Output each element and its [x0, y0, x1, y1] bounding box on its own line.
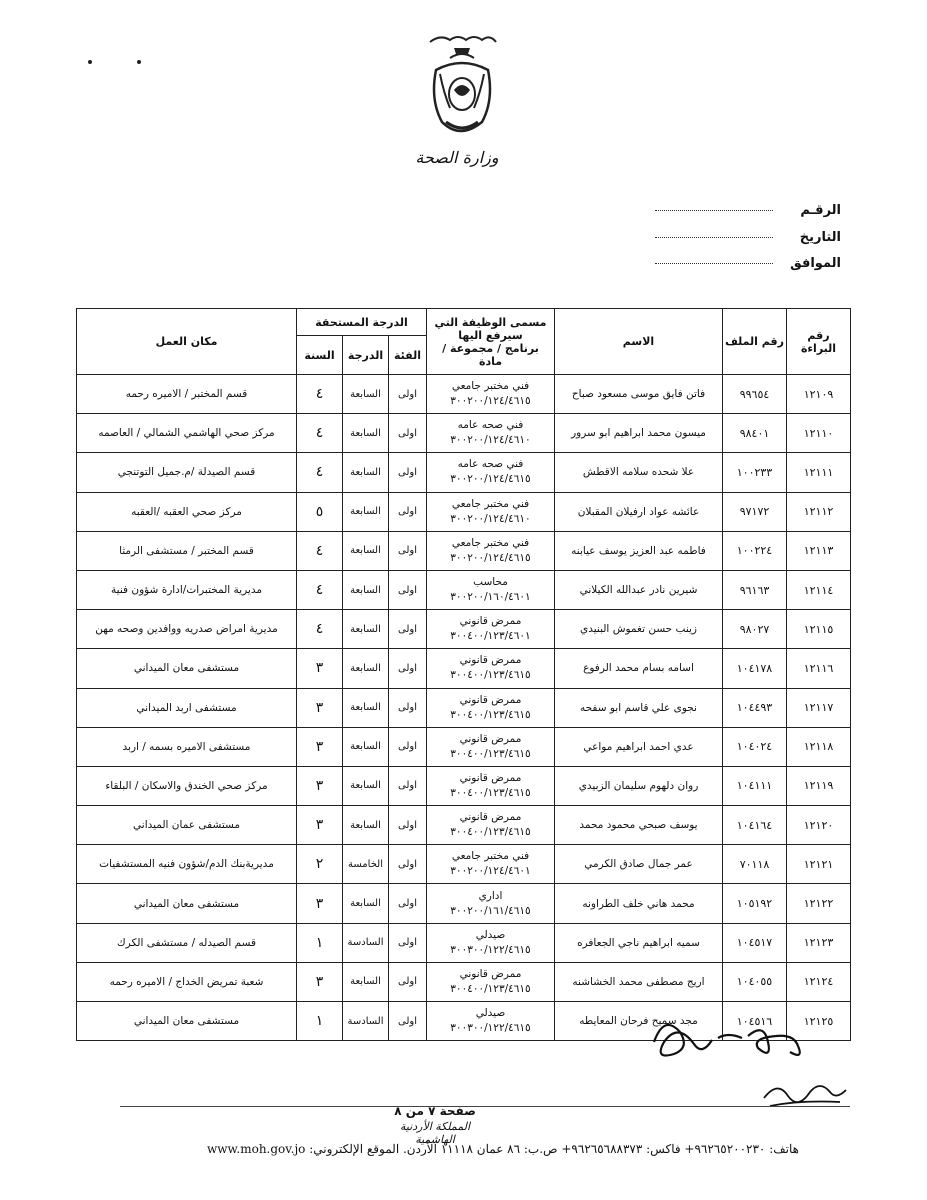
table-row	[77, 845, 851, 884]
cell-job-title: ممرض قانوني	[459, 654, 522, 667]
cell-job-code: ٣٠٠٤٠٠/١٢٣/٤٦٠١	[450, 630, 531, 643]
col-header-grade: الدرجة	[343, 336, 389, 375]
cell-serial: ١٢١٠٩	[787, 375, 851, 414]
signature-mark	[648, 1012, 818, 1062]
cell-job	[427, 649, 555, 688]
ref-field	[561, 203, 841, 218]
cell-name: فاطمه عبد العزيز يوسف عيابنه	[555, 531, 723, 570]
cell-year: ١	[297, 923, 343, 962]
date-line	[655, 237, 773, 238]
cell-grade: السابعة	[343, 375, 389, 414]
cell-serial: ١٢١٢٣	[787, 923, 851, 962]
cell-name: ميسون محمد ابراهيم ابو سرور	[555, 414, 723, 453]
cell-category: اولى	[389, 375, 427, 414]
cell-year: ٤	[297, 531, 343, 570]
cell-job-title: ممرض قانوني	[459, 615, 522, 628]
cell-category: اولى	[389, 688, 427, 727]
cell-year: ٤	[297, 570, 343, 609]
cell-file-number: ٩٧١٧٢	[723, 492, 787, 531]
cell-category: اولى	[389, 1002, 427, 1041]
initials-mark	[760, 1078, 850, 1114]
cell-serial: ١٢١١٦	[787, 649, 851, 688]
cell-job-code: ٣٠٠٤٠٠/١٢٣/٤٦١٥	[450, 826, 531, 839]
cell-grade: السابعة	[343, 492, 389, 531]
cell-year: ٣	[297, 727, 343, 766]
table-row	[77, 453, 851, 492]
cell-job-code: ٣٠٠٤٠٠/١٢٣/٤٦١٥	[450, 982, 531, 995]
col-header-workplace: مكان العمل	[77, 309, 297, 375]
cell-workplace: مستشفى معان الميداني	[77, 884, 297, 923]
cell-workplace: قسم المختبر / مستشفى الرمثا	[77, 531, 297, 570]
cell-name: شيرين نادر عبدالله الكيلاني	[555, 570, 723, 609]
cell-serial: ١٢١٢٢	[787, 884, 851, 923]
cell-grade: السابعة	[343, 453, 389, 492]
cell-name: عدي احمد ابراهيم مواعي	[555, 727, 723, 766]
cell-grade: السابعة	[343, 962, 389, 1001]
cell-category: اولى	[389, 531, 427, 570]
cell-file-number: ١٠٤١٦٤	[723, 806, 787, 845]
cell-year: ٤	[297, 453, 343, 492]
table-header-row	[77, 309, 851, 336]
cell-name: علا شحده سلامه الاقطش	[555, 453, 723, 492]
cell-job-code: ٣٠٠٣٠٠/١٢٢/٤٦١٥	[450, 943, 531, 956]
cell-job-code: ٣٠٠٢٠٠/١٦١/٤٦١٥	[450, 904, 531, 917]
cell-job-title: صيدلي	[475, 928, 506, 941]
cell-serial: ١٢١٢١	[787, 845, 851, 884]
cell-workplace: شعبة تمريض الخداج / الاميره رحمه	[77, 962, 297, 1001]
cell-job-code: ٣٠٠٤٠٠/١٢٣/٤٦١٥	[450, 708, 531, 721]
cell-grade: السابعة	[343, 727, 389, 766]
col-header-year: السنة	[297, 336, 343, 375]
table-row	[77, 570, 851, 609]
cell-workplace: قسم الصيدلة /م.جميل التوتنجي	[77, 453, 297, 492]
col-header-job-program: برنامج / مجموعة / مادة	[442, 341, 539, 368]
cell-job-title: فني صحه عامه	[457, 419, 524, 432]
cell-job-title: صيدلي	[475, 1007, 506, 1020]
corresponding-line	[655, 263, 773, 264]
cell-grade: السابعة	[343, 806, 389, 845]
cell-year: ٣	[297, 766, 343, 805]
cell-job	[427, 688, 555, 727]
cell-job-title: فني مختبر جامعي	[451, 536, 530, 549]
cell-serial: ١٢١١٩	[787, 766, 851, 805]
table-row	[77, 649, 851, 688]
corresponding-label: الموافق	[790, 256, 841, 271]
cell-job	[427, 610, 555, 649]
cell-year: ٥	[297, 492, 343, 531]
cell-file-number: ١٠٤١١١	[723, 766, 787, 805]
cell-name: روان دلهوم سليمان الزبيدي	[555, 766, 723, 805]
cell-file-number: ٩٨٤٠١	[723, 414, 787, 453]
cell-job	[427, 962, 555, 1001]
cell-grade: الخامسة	[343, 845, 389, 884]
cell-year: ٣	[297, 962, 343, 1001]
cell-year: ١	[297, 1002, 343, 1041]
cell-job-title: ممرض قانوني	[459, 967, 522, 980]
cell-year: ٣	[297, 649, 343, 688]
cell-serial: ١٢١١٤	[787, 570, 851, 609]
table-row	[77, 962, 851, 1001]
cell-category: اولى	[389, 766, 427, 805]
contact-line: هاتف: ٩٦٢٦٥٢٠٠٢٣٠+ فاكس: ٩٦٢٦٥٦٨٨٣٧٣+ ص.ب: ٨٦ عمان ١١١١٨ الأردن. الموقع الإلكتروني: www.moh.gov.jo	[207, 1142, 799, 1156]
cell-grade: السابعة	[343, 531, 389, 570]
cell-category: اولى	[389, 923, 427, 962]
cell-job	[427, 492, 555, 531]
date-label: التاريخ	[799, 230, 841, 245]
cell-job-code: ٣٠٠٤٠٠/١٢٣/٤٦١٥	[450, 747, 531, 760]
cell-name: زينب حسن تغموش البنيدي	[555, 610, 723, 649]
corresponding-date-field	[561, 256, 841, 271]
table-row	[77, 806, 851, 845]
cell-job	[427, 1002, 555, 1041]
date-field	[561, 230, 841, 245]
cell-grade: السادسة	[343, 1002, 389, 1041]
col-header-grade-group: الدرجة المستحقة	[297, 309, 427, 336]
cell-serial: ١٢١١٧	[787, 688, 851, 727]
cell-job-code: ٣٠٠٢٠٠/١٢٤/٤٦١٥	[450, 395, 531, 408]
cell-category: اولى	[389, 884, 427, 923]
cell-grade: السابعة	[343, 610, 389, 649]
cell-serial: ١٢١١٢	[787, 492, 851, 531]
cell-year: ٣	[297, 688, 343, 727]
cell-serial: ١٢١١٥	[787, 610, 851, 649]
table-row	[77, 492, 851, 531]
table-row	[77, 610, 851, 649]
cell-workplace: قسم المختبر / الاميره رحمه	[77, 375, 297, 414]
cell-serial: ١٢١١٠	[787, 414, 851, 453]
scan-speck	[88, 60, 92, 64]
cell-grade: السابعة	[343, 649, 389, 688]
cell-file-number: ٩٦١٦٣	[723, 570, 787, 609]
cell-serial: ١٢١٢٤	[787, 962, 851, 1001]
cell-category: اولى	[389, 492, 427, 531]
cell-workplace: مركز صحي العقبه /العقبه	[77, 492, 297, 531]
kingdom-name: المملكة الأردنية الهاشمية	[399, 1120, 471, 1146]
cell-category: اولى	[389, 727, 427, 766]
table-row	[77, 531, 851, 570]
cell-serial: ١٢١٢٥	[787, 1002, 851, 1041]
table-row	[77, 375, 851, 414]
cell-serial: ١٢١٢٠	[787, 806, 851, 845]
col-header-serial: رقم البراءة	[787, 309, 851, 375]
cell-year: ٣	[297, 806, 343, 845]
cell-job	[427, 727, 555, 766]
cell-job-title: ممرض قانوني	[459, 771, 522, 784]
cell-job-code: ٣٠٠٤٠٠/١٢٣/٤٦١٥	[450, 669, 531, 682]
cell-file-number: ١٠٤٤٩٣	[723, 688, 787, 727]
cell-file-number: ١٠٠٢٢٤	[723, 531, 787, 570]
cell-grade: السابعة	[343, 766, 389, 805]
cell-job	[427, 570, 555, 609]
cell-category: اولى	[389, 649, 427, 688]
cell-file-number: ١٠٠٢٣٣	[723, 453, 787, 492]
cell-job-title: محاسب	[473, 576, 508, 589]
ref-label: الرقـم	[800, 203, 841, 218]
cell-name: سميه ابراهيم ناجي الجعافره	[555, 923, 723, 962]
col-header-name: الاسم	[555, 309, 723, 375]
cell-year: ٣	[297, 884, 343, 923]
col-header-job-title: مسمى الوظيفة التي سيرفع اليها	[434, 315, 547, 342]
cell-job-title: فني مختبر جامعي	[451, 497, 530, 510]
cell-name: عمر جمال صادق الكرمي	[555, 845, 723, 884]
cell-grade: السابعة	[343, 570, 389, 609]
cell-job	[427, 531, 555, 570]
cell-file-number: ١٠٤٥١٧	[723, 923, 787, 962]
cell-job-code: ٣٠٠٢٠٠/١٢٤/٤٦١٥	[450, 473, 531, 486]
cell-category: اولى	[389, 962, 427, 1001]
cell-name: محمد هاني خلف الطراونه	[555, 884, 723, 923]
cell-workplace: مستشفى معان الميداني	[77, 649, 297, 688]
col-header-category: الفئة	[389, 336, 427, 375]
cell-job-code: ٣٠٠٤٠٠/١٢٣/٤٦١٥	[450, 786, 531, 799]
cell-job-code: ٣٠٠٢٠٠/١٢٤/٤٦٠١	[450, 865, 531, 878]
table-row	[77, 688, 851, 727]
cell-file-number: ١٠٤٠٥٥	[723, 962, 787, 1001]
ministry-name: وزارة الصحة	[415, 148, 499, 167]
cell-workplace: مستشفى اربد الميداني	[77, 688, 297, 727]
cell-job-code: ٣٠٠٢٠٠/١٢٤/٤٦١٥	[450, 551, 531, 564]
cell-workplace: مديرية المختبرات/ادارة شؤون فنية	[77, 570, 297, 609]
cell-file-number: ٩٨٠٢٧	[723, 610, 787, 649]
cell-category: اولى	[389, 570, 427, 609]
ref-line	[655, 210, 773, 211]
cell-job-title: ممرض قانوني	[459, 693, 522, 706]
cell-job	[427, 845, 555, 884]
cell-job	[427, 766, 555, 805]
cell-workplace: مستشفى الاميره بسمه / اربد	[77, 727, 297, 766]
cell-name: نجوى علي قاسم ابو سفحه	[555, 688, 723, 727]
cell-name: مجد سميح فرحان المعايطه	[555, 1002, 723, 1041]
cell-category: اولى	[389, 610, 427, 649]
cell-year: ٢	[297, 845, 343, 884]
table-row	[77, 923, 851, 962]
table-row	[77, 884, 851, 923]
cell-file-number: ٧٠١١٨	[723, 845, 787, 884]
scan-speck	[137, 60, 141, 64]
table-row	[77, 414, 851, 453]
page-number: صفحة ٧ من ٨	[394, 1104, 476, 1118]
cell-file-number: ١٠٤٠٢٤	[723, 727, 787, 766]
cell-job-title: فني صحه عامه	[457, 458, 524, 471]
cell-year: ٤	[297, 414, 343, 453]
col-header-job	[427, 309, 555, 375]
table-row	[77, 766, 851, 805]
cell-name: عائشه عواد ارفيلان المقبلان	[555, 492, 723, 531]
cell-serial: ١٢١١٣	[787, 531, 851, 570]
cell-job	[427, 375, 555, 414]
cell-serial: ١٢١١٨	[787, 727, 851, 766]
cell-job-code: ٣٠٠٣٠٠/١٢٢/٤٦١٥	[450, 1022, 531, 1035]
cell-job-title: فني مختبر جامعي	[451, 380, 530, 393]
cell-category: اولى	[389, 414, 427, 453]
col-header-file: رقم الملف	[723, 309, 787, 375]
cell-file-number: ١٠٥١٩٢	[723, 884, 787, 923]
cell-category: اولى	[389, 453, 427, 492]
cell-year: ٤	[297, 375, 343, 414]
cell-name: فاتن فايق موسى مسعود صباح	[555, 375, 723, 414]
cell-grade: السادسة	[343, 923, 389, 962]
cell-job	[427, 414, 555, 453]
cell-name: اسامه بسام محمد الرفوع	[555, 649, 723, 688]
cell-job	[427, 806, 555, 845]
cell-workplace: مستشفى عمان الميداني	[77, 806, 297, 845]
cell-grade: السابعة	[343, 414, 389, 453]
promotion-roster-table	[76, 308, 851, 1041]
cell-workplace: مركز صحي الخندق والاسكان / البلقاء	[77, 766, 297, 805]
cell-job-title: ممرض قانوني	[459, 732, 522, 745]
cell-grade: السابعة	[343, 884, 389, 923]
cell-name: يوسف صبحي محمود محمد	[555, 806, 723, 845]
cell-job-title: فني مختبر جامعي	[451, 850, 530, 863]
cell-serial: ١٢١١١	[787, 453, 851, 492]
cell-job-title: اداري	[478, 889, 503, 902]
cell-name: اريج مصطفى محمد الخشاشنه	[555, 962, 723, 1001]
cell-workplace: قسم الصيدله / مستشفى الكرك	[77, 923, 297, 962]
cell-workplace: مستشفى معان الميداني	[77, 1002, 297, 1041]
cell-file-number: ١٠٤١٧٨	[723, 649, 787, 688]
cell-job	[427, 453, 555, 492]
cell-file-number: ٩٩٦٥٤	[723, 375, 787, 414]
cell-job-title: ممرض قانوني	[459, 811, 522, 824]
cell-workplace: مركز صحي الهاشمي الشمالي / العاصمه	[77, 414, 297, 453]
cell-category: اولى	[389, 806, 427, 845]
cell-job-code: ٣٠٠٢٠٠/١٢٤/٤٦١٠	[450, 512, 531, 525]
cell-job-code: ٣٠٠٢٠٠/١٢٤/٤٦١٠	[450, 434, 531, 447]
cell-year: ٤	[297, 610, 343, 649]
cell-file-number: ١٠٤٥١٦	[723, 1002, 787, 1041]
cell-job-code: ٣٠٠٢٠٠/١٦٠/٤٦٠١	[450, 591, 531, 604]
cell-workplace: مديرية امراض صدريه ووافدين وصحه مهن	[77, 610, 297, 649]
table-row	[77, 727, 851, 766]
cell-category: اولى	[389, 845, 427, 884]
cell-grade: السابعة	[343, 688, 389, 727]
cell-job	[427, 884, 555, 923]
cell-job	[427, 923, 555, 962]
cell-workplace: مديريةبنك الدم/شؤون فنيه المستشفيات	[77, 845, 297, 884]
